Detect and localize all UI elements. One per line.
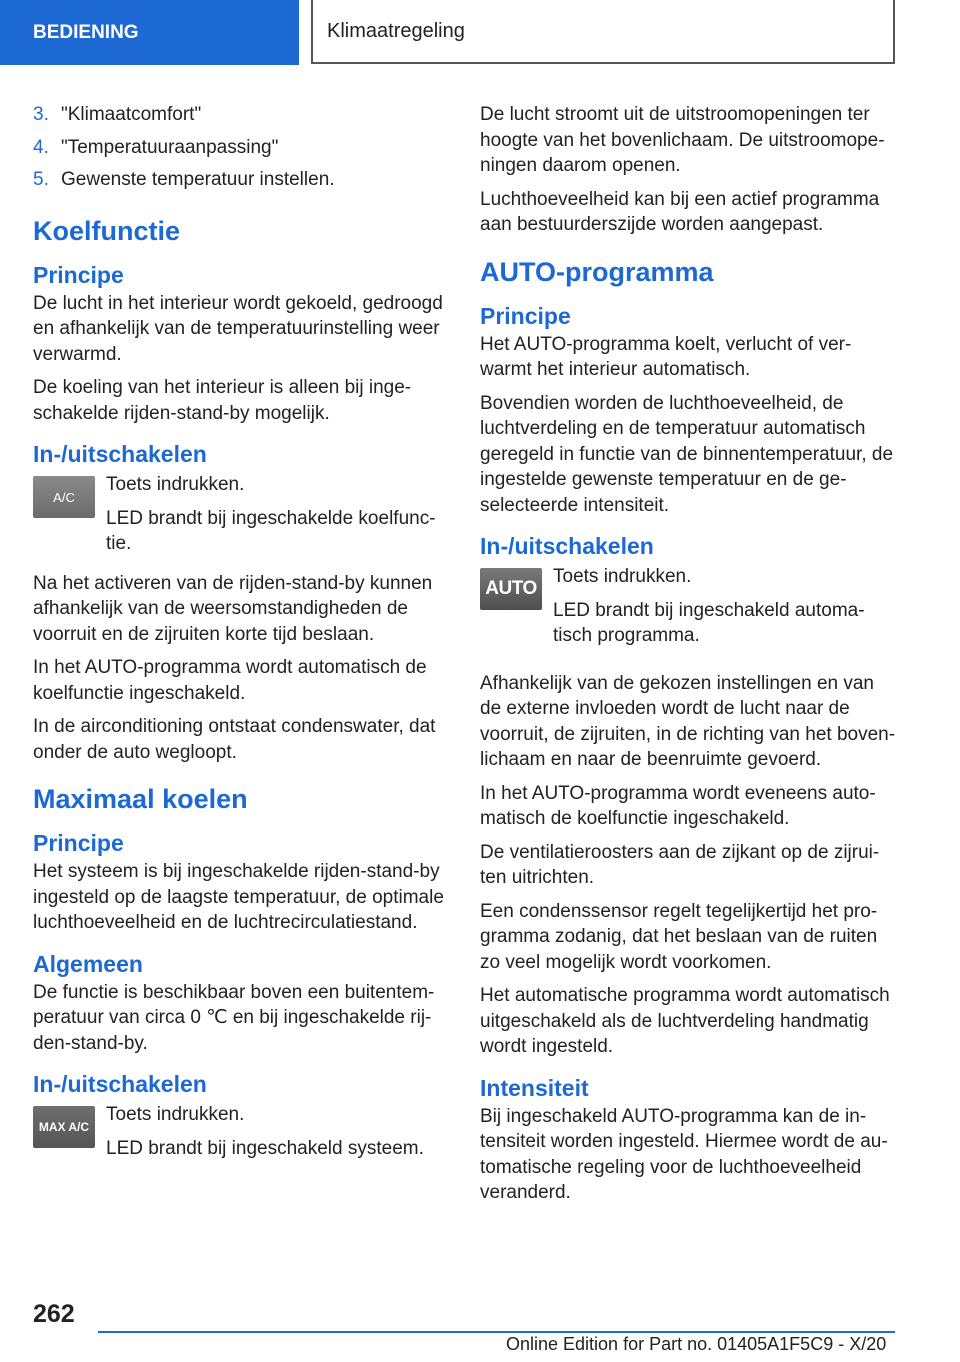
- paragraph: De lucht in het interieur wordt gekoeld, gedroogd en afhankelijk van de temperatuurinstelling weer verwarmd.: [33, 292, 443, 365]
- step-list: [33, 102, 451, 193]
- paragraph: De ventilatieroosters aan de zijkant op de zijrui-ten uitrichten.: [480, 841, 880, 888]
- step-number: 3.: [33, 104, 49, 125]
- paragraph: Het systeem is bij ingeschakelde rijden-stand-by ingesteld op de laagste temperatuur, de optimale luchthoeveelheid en de luchtrecirculatiestand.: [33, 861, 444, 933]
- heading-principe: Principe: [33, 830, 124, 856]
- button-instruction: [33, 472, 451, 557]
- max-ac-key-icon: MAX A/C: [33, 1106, 95, 1148]
- paragraph: De functie is beschikbaar boven een buitentem-peratuur van circa 0 ℃ en bij ingeschakelde rij-den-stand-by.: [33, 981, 435, 1054]
- ac-key-icon: A/C: [33, 476, 95, 518]
- heading-maximaal-koelen: Maximaal koelen: [33, 784, 248, 814]
- paragraph: Afhankelijk van de gekozen instellingen en van de externe invloeden wordt de lucht naar de voorruit, de zijruiten, in de richting van het boven-lichaam en naar de beenruimte gevoerd.: [480, 672, 896, 770]
- heading-principe: Principe: [33, 261, 124, 288]
- paragraph: Luchthoeveelheid kan bij een actief programma aan bestuurderszijde worden aangepast.: [480, 188, 880, 235]
- left-column: [33, 102, 451, 1169]
- paragraph: Bij ingeschakeld AUTO-programma kan de in-tensiteit worden ingesteld. Hiermee wordt de au-tomatische regeling voor de luchthoeveelheid veranderd.: [480, 1105, 888, 1203]
- paragraph: Het AUTO-programma koelt, verlucht of ver-warmt het interieur automatisch.: [480, 333, 852, 380]
- heading-in-uitschakelen: In-/uitschakelen: [33, 441, 207, 467]
- paragraph: Toets indrukken.: [106, 1104, 245, 1125]
- paragraph: LED brandt bij ingeschakeld automa-tisch programma.: [553, 599, 865, 646]
- heading-auto-programma: AUTO-programma: [480, 256, 714, 287]
- paragraph: Toets indrukken.: [553, 566, 692, 587]
- list-item: [33, 135, 451, 161]
- list-item: [33, 167, 451, 193]
- button-instruction: [480, 564, 900, 649]
- page-number: 262: [33, 1300, 75, 1328]
- heading-principe: Principe: [480, 302, 571, 329]
- paragraph: [106, 506, 451, 557]
- auto-key-icon: AUTO: [480, 568, 542, 610]
- paragraph-text: LED brandt bij ingeschakelde koelfunc-tie.: [106, 507, 436, 554]
- footer-divider: [98, 1331, 895, 1333]
- paragraph: De koeling van het interieur is alleen bij inge-schakelde rijden-stand-by mogelijk.: [33, 377, 412, 424]
- step-text: Gewenste temperatuur instellen.: [61, 169, 335, 190]
- list-item: [33, 102, 451, 128]
- paragraph: In het AUTO-programma wordt eveneens auto-matisch de koelfunctie ingeschakeld.: [480, 782, 876, 829]
- section-tab: BEDIENING: [0, 0, 299, 65]
- paragraph: LED brandt bij ingeschakeld systeem.: [106, 1137, 424, 1159]
- chapter-tab: Klimaatregeling: [311, 0, 895, 64]
- step-number: 5.: [33, 169, 49, 190]
- heading-intensiteit: Intensiteit: [480, 1074, 589, 1101]
- paragraph: Een condenssensor regelt tegelijkertijd het pro-gramma zodanig, dat het beslaan van de ruiten zo veel mogelijk wordt voorkomen.: [480, 900, 878, 973]
- step-text: "Temperatuuraanpassing": [61, 136, 279, 158]
- heading-algemeen: Algemeen: [33, 950, 143, 977]
- paragraph: Na het activeren van de rijden-stand-by kunnen afhankelijk van de weersomstandigheden de voorruit en de zijruiten korte tijd beslaan.: [33, 572, 433, 645]
- heading-in-uitschakelen: In-/uitschakelen: [33, 1071, 207, 1097]
- step-number: 4.: [33, 136, 49, 158]
- paragraph: Bovendien worden de luchthoeveelheid, de luchtverdeling en de temperatuur automatisch geregeld in functie van de binnentemperatuur, de ingestelde gewenste temperatuur en de ge-selecteerde intensiteit.: [480, 392, 894, 516]
- paragraph: De lucht stroomt uit de uitstroomopeningen ter hoogte van het bovenlichaam. De uitstroomope-ningen daarom openen.: [480, 104, 885, 176]
- right-column: [480, 102, 900, 1214]
- step-text: "Klimaatcomfort": [61, 104, 202, 125]
- heading-in-uitschakelen: In-/uitschakelen: [480, 533, 654, 559]
- edition-text: Online Edition for Part no. 01405A1F5C9 - X/20: [506, 1334, 887, 1354]
- button-instruction: [33, 1102, 451, 1161]
- paragraph: Toets indrukken.: [106, 474, 245, 495]
- heading-koelfunctie: Koelfunctie: [33, 215, 181, 246]
- paragraph: In de airconditioning ontstaat condenswater, dat onder de auto wegloopt.: [33, 716, 436, 763]
- paragraph: Het automatische programma wordt automatisch uitgeschakeld als de luchtverdeling handmatig wordt ingesteld.: [480, 985, 890, 1057]
- paragraph: In het AUTO-programma wordt automatisch de koelfunctie ingeschakeld.: [33, 657, 427, 704]
